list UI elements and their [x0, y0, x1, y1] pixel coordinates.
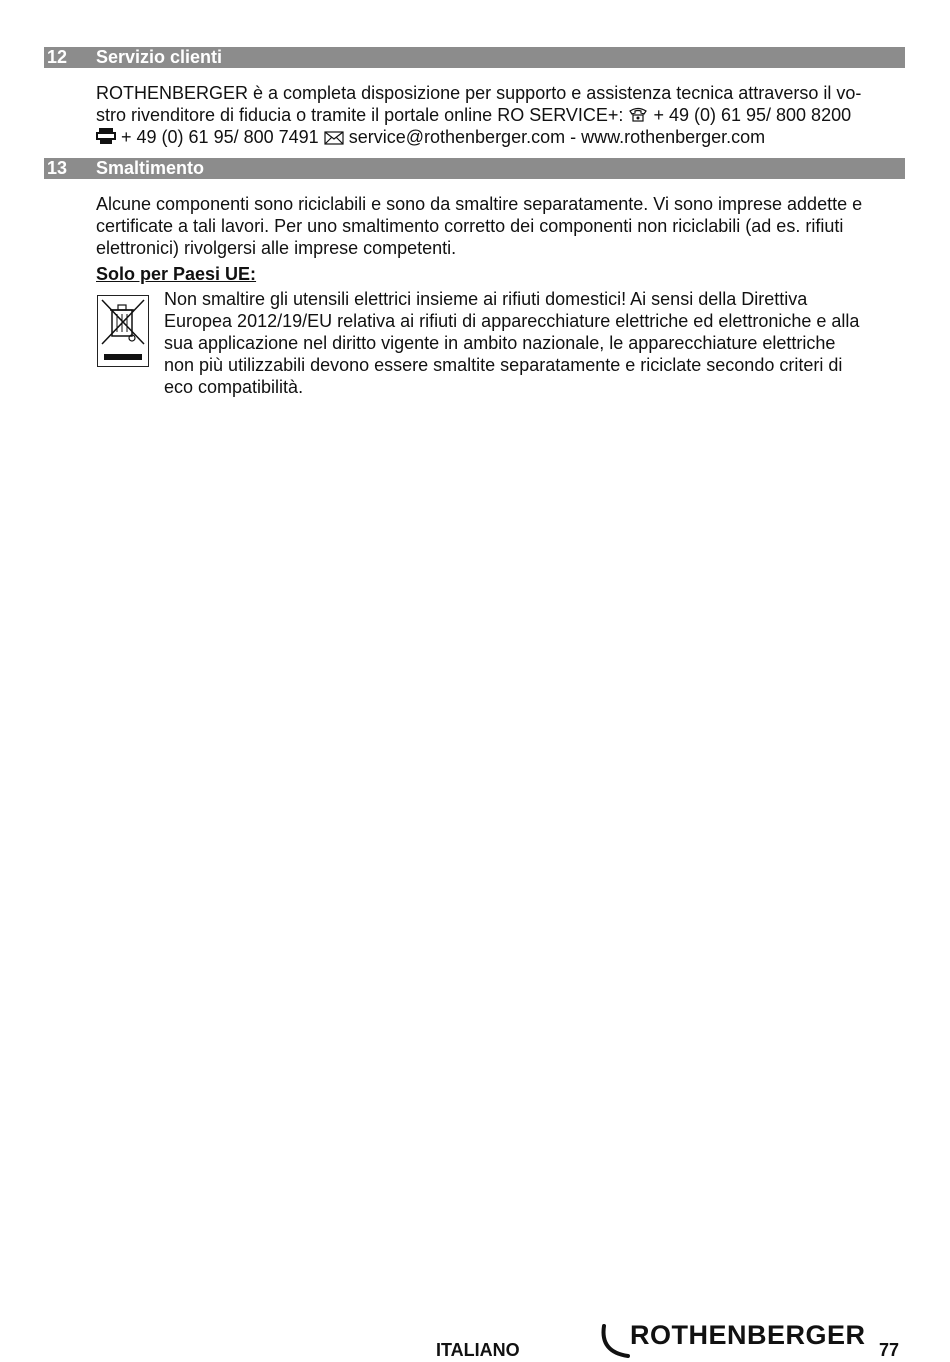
- email-and-website: service@rothenberger.com - www.rothenberger.com: [348, 127, 766, 147]
- section-title: Servizio clienti: [96, 47, 223, 67]
- envelope-icon: [324, 128, 344, 144]
- section-13-body: [96, 193, 904, 259]
- section-title: Smaltimento: [96, 158, 205, 178]
- weee-disposal-text: [164, 288, 904, 398]
- brand-logo: [598, 1320, 866, 1360]
- crossed-bin-icon: [97, 295, 149, 367]
- brand-name: ROTHENBERGER: [630, 1320, 866, 1350]
- phone-icon: [628, 106, 648, 122]
- body-line-fax: [96, 126, 904, 148]
- weee-line: Non smaltire gli utensili elettrici insieme ai rifiuti domestici! Ai sensi della Direttiva: [164, 289, 808, 309]
- body-line: Alcune componenti sono riciclabili e sono da smaltire separatamente. Vi sono imprese addette e: [96, 194, 863, 214]
- section-number: 13: [47, 158, 68, 178]
- body-text: stro rivenditore di fiducia o tramite il portale online RO SERVICE+:: [96, 105, 624, 125]
- weee-line: non più utilizzabili devono essere smaltite separatamente e riciclate secondo criteri di: [164, 355, 843, 375]
- body-line-contact: [96, 104, 904, 126]
- section-13-header: [44, 158, 905, 179]
- fax-icon: [96, 127, 116, 143]
- section-12-header: [44, 47, 905, 68]
- section-12-body: [96, 82, 904, 148]
- body-line: elettronici) rivolgersi alle imprese competenti.: [96, 238, 457, 258]
- section-number: 12: [47, 47, 68, 67]
- body-line: certificate a tali lavori. Per uno smaltimento corretto dei componenti non riciclabili (ad es. rifiuti: [96, 216, 844, 236]
- brand-swoosh-icon: [598, 1322, 632, 1362]
- weee-line: sua applicazione nel diritto vigente in ambito nazionale, le apparecchiature elettriche: [164, 333, 836, 353]
- phone-number: + 49 (0) 61 95/ 800 8200: [653, 105, 852, 125]
- page-number: 77: [879, 1340, 900, 1360]
- footer-language: ITALIANO: [436, 1340, 520, 1360]
- fax-number: + 49 (0) 61 95/ 800 7491: [121, 127, 319, 147]
- weee-line: Europea 2012/19/EU relativa ai rifiuti di apparecchiature elettriche ed elettroniche e alla: [164, 311, 860, 331]
- body-line: ROTHENBERGER è a completa disposizione per supporto e assistenza tecnica attraverso il vo-: [96, 83, 862, 103]
- eu-only-subheading: Solo per Paesi UE:: [96, 264, 257, 284]
- weee-line: eco compatibilità.: [164, 377, 304, 397]
